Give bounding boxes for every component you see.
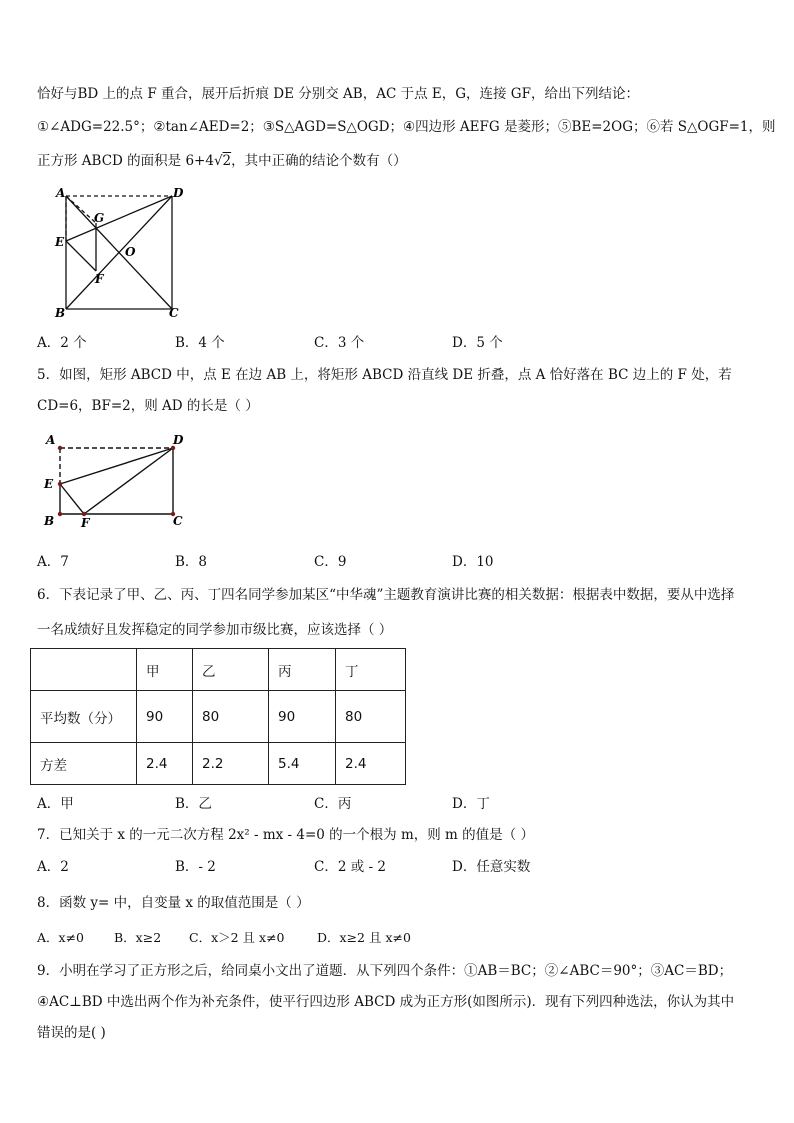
table-cell: 2.2 [193, 743, 269, 785]
table-header-cell [31, 649, 137, 691]
table-row [31, 691, 406, 743]
q9-text-line1: 9．小明在学习了正方形之后，给同桌小文出了道题．从下列四个条件：①AB＝BC；②∠ABC＝90°；③AC＝BD； [37, 963, 733, 979]
segment-ef [60, 484, 84, 514]
table-header-row [31, 649, 406, 691]
q4-text-line1: 恰好与BD 上的点 F 重合，展开后折痕 DE 分别交 AB，AC 于点 E，G，连接 GF，给出下列结论： [37, 86, 639, 102]
q4-text-line3 [37, 149, 407, 169]
label-b: B [55, 306, 66, 320]
q6-text-line2: 一名成绩好且发挥稳定的同学参加市级比赛，应该选择（ ） [37, 622, 393, 638]
q6-option-d[interactable]: D．丁 [452, 796, 490, 812]
q6-option-b[interactable]: B．乙 [175, 796, 212, 812]
table-header-cell: 乙 [193, 649, 269, 691]
label-f: F [81, 516, 90, 530]
q5-option-c[interactable]: C．9 [314, 554, 347, 570]
table-cell: 平均数（分） [31, 691, 137, 743]
q4-option-c[interactable]: C．3 个 [314, 335, 365, 351]
table-cell: 5.4 [269, 743, 336, 785]
q8-option-a[interactable]: A．x≠0 [37, 930, 85, 945]
table-cell: 80 [193, 691, 269, 743]
q4-option-d[interactable]: D．5 个 [452, 335, 503, 351]
q4-text-line2: ①∠ADG=22.5°；②tan∠AED=2；③S△AGD=S△OGD；④四边形 AEFG 是菱形；⑤BE=2OG；⑥若 S△OGF=1，则 [37, 119, 776, 135]
table-cell: 90 [137, 691, 193, 743]
label-g: G [94, 211, 105, 225]
table-header-cell: 丙 [269, 649, 336, 691]
q8-text-line1: 8．函数 y= 中，自变量 x 的取值范围是（ ） [37, 895, 310, 911]
q7-option-c[interactable]: C．2 或 - 2 [314, 859, 386, 875]
label-f: F [95, 272, 104, 286]
q5-option-b[interactable]: B．8 [175, 554, 208, 570]
label-c: C [173, 514, 183, 528]
q4-square-figure [50, 183, 190, 323]
q7-option-b[interactable]: B．- 2 [175, 859, 216, 875]
q5-text-line1: 5．如图，矩形 ABCD 中，点 E 在边 AB 上，将矩形 ABCD 沿直线 DE 折叠，点 A 恰好落在 BC 边上的 F 处，若 [37, 367, 732, 383]
q5-rectangle-figure [40, 428, 190, 530]
sqrt-radical: √ [213, 153, 223, 169]
q7-option-a[interactable]: A．2 [37, 859, 69, 875]
label-e: E [44, 477, 54, 491]
q4-option-a[interactable]: A．2 个 [37, 335, 87, 351]
q5-text-line2: CD=6，BF=2，则 AD 的长是（ ） [37, 398, 259, 414]
label-o: O [125, 245, 136, 259]
q9-text-line3: 错误的是( ) [37, 1025, 106, 1041]
q4-option-b[interactable]: B．4 个 [175, 335, 225, 351]
q8-option-b[interactable]: B．x≥2 [114, 930, 162, 945]
q5-option-a[interactable]: A．7 [37, 554, 69, 570]
q9-text-line2: ④AC⊥BD 中选出两个作为补充条件，使平行四边形 ABCD 成为正方形(如图所示)．现有下列四种选法，你认为其中 [37, 994, 735, 1010]
q7-text-line1: 7．已知关于 x 的一元二次方程 2x² - mx - 4=0 的一个根为 m，则 m 的值是（ ） [37, 827, 534, 843]
fold-line-de [66, 196, 172, 241]
label-e: E [55, 235, 65, 249]
point-b [58, 512, 62, 516]
label-d: D [173, 186, 184, 200]
q6-data-table [30, 648, 406, 785]
point-e [58, 482, 62, 486]
table-cell: 2.4 [137, 743, 193, 785]
label-a: A [46, 433, 56, 447]
q6-option-c[interactable]: C．丙 [314, 796, 352, 812]
table-header-cell: 甲 [137, 649, 193, 691]
point-a [58, 446, 62, 450]
q5-option-d[interactable]: D．10 [452, 554, 494, 570]
q4-line3-prefix: 正方形 ABCD 的面积是 6+4 [37, 153, 214, 169]
table-cell: 80 [336, 691, 406, 743]
q8-option-d[interactable]: D．x≥2 且 x≠0 [317, 930, 411, 945]
q7-option-d[interactable]: D．任意实数 [452, 859, 531, 875]
label-d: D [173, 433, 184, 447]
table-cell: 方差 [31, 743, 137, 785]
q6-option-a[interactable]: A．甲 [37, 796, 74, 812]
segment-ef [66, 241, 96, 271]
fold-line-ed [60, 448, 173, 484]
table-header-cell: 丁 [336, 649, 406, 691]
sqrt-radicand: 2 [222, 153, 232, 169]
q4-line3-suffix: ，其中正确的结论个数有（） [231, 153, 407, 169]
table-row [31, 743, 406, 785]
label-a: A [56, 186, 66, 200]
label-c: C [169, 306, 179, 320]
table-cell: 90 [269, 691, 336, 743]
q6-text-line1: 6．下表记录了甲、乙、丙、丁四名同学参加某区“中华魂”主题教育演讲比赛的相关数据：根据表中数据，要从中选择 [37, 587, 735, 603]
q8-option-c[interactable]: C．x＞2 且 x≠0 [189, 930, 285, 945]
table-cell: 2.4 [336, 743, 406, 785]
segment-fd [84, 448, 173, 514]
label-b: B [44, 514, 55, 528]
